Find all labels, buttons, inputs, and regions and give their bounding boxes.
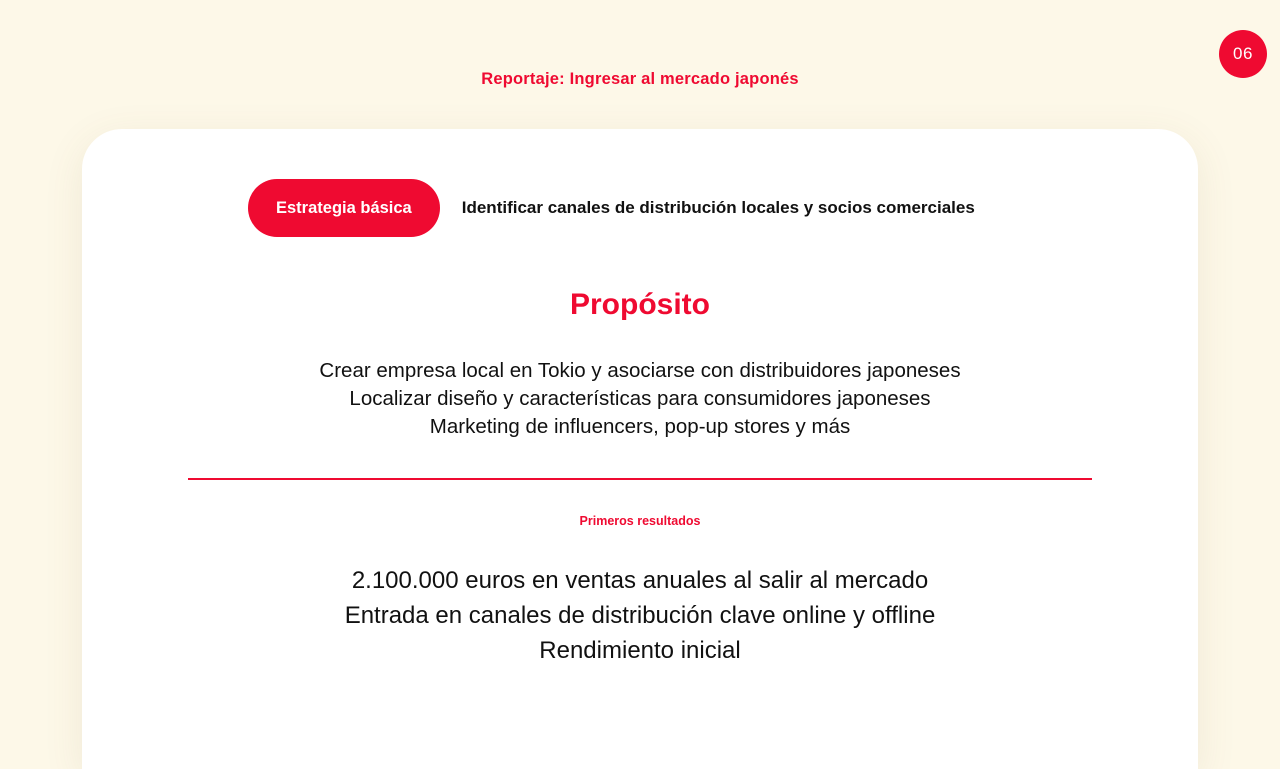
purpose-lines xyxy=(82,357,1198,441)
result-line: 2.100.000 euros en ventas anuales al salir al mercado xyxy=(351,567,929,594)
page-number-label: 06 xyxy=(1233,44,1253,63)
strategy-pill-label: Estrategia básica xyxy=(276,198,412,217)
result-line: Rendimiento inicial xyxy=(539,637,741,664)
results-lines xyxy=(82,563,1198,668)
slide-kicker: Reportaje: Ingresar al mercado japonés xyxy=(481,70,799,88)
section-divider xyxy=(188,478,1092,480)
purpose-line: Crear empresa local en Tokio y asociarse con distribuidores japoneses xyxy=(319,359,961,382)
result-line: Entrada en canales de distribución clave online y offline xyxy=(344,602,936,629)
card-header xyxy=(248,179,975,237)
content-card xyxy=(82,129,1198,769)
section-title: Propósito xyxy=(570,288,710,321)
results-kicker: Primeros resultados xyxy=(579,514,701,528)
card-headline: Identificar canales de distribución locales y socios comerciales xyxy=(461,198,975,217)
purpose-line: Marketing de influencers, pop-up stores y más xyxy=(429,415,851,438)
strategy-pill xyxy=(248,179,440,237)
purpose-line: Localizar diseño y características para consumidores japoneses xyxy=(349,387,931,410)
